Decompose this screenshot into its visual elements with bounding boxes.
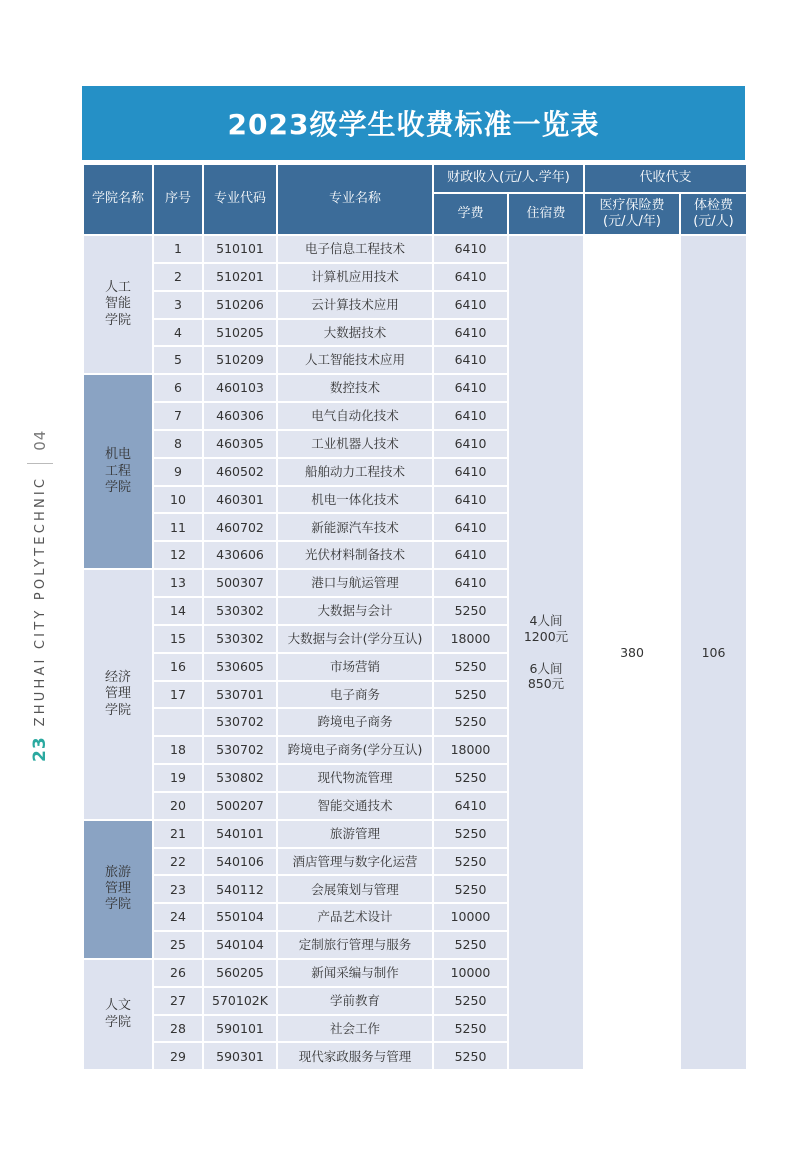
header-collect: 代收代支	[584, 164, 747, 193]
tuition-fee: 6410	[433, 291, 508, 319]
major-code: 540106	[203, 848, 277, 876]
row-index	[153, 708, 203, 736]
major-code: 460301	[203, 486, 277, 514]
tuition-fee: 5250	[433, 820, 508, 848]
tuition-fee: 6410	[433, 319, 508, 347]
row-index: 26	[153, 959, 203, 987]
major-name: 大数据技术	[277, 319, 433, 347]
major-name: 云计算技术应用	[277, 291, 433, 319]
row-index: 16	[153, 653, 203, 681]
accommodation-fee	[508, 235, 584, 1070]
major-name: 计算机应用技术	[277, 263, 433, 291]
college-name: 旅游 管理 学院	[83, 820, 153, 959]
major-code: 540112	[203, 875, 277, 903]
row-index: 25	[153, 931, 203, 959]
tuition-fee: 5250	[433, 931, 508, 959]
major-name: 酒店管理与数字化运营	[277, 848, 433, 876]
table-body	[83, 235, 747, 1070]
header-checkup: 体检费 (元/人)	[680, 193, 747, 235]
header-college: 学院名称	[83, 164, 153, 235]
major-name: 新能源汽车技术	[277, 513, 433, 541]
major-code: 460502	[203, 458, 277, 486]
major-name: 会展策划与管理	[277, 875, 433, 903]
row-index: 19	[153, 764, 203, 792]
major-code: 460103	[203, 374, 277, 402]
college-name: 人工 智能 学院	[83, 235, 153, 374]
tuition-fee: 18000	[433, 625, 508, 653]
page-number: 23	[30, 736, 50, 762]
major-name: 数控技术	[277, 374, 433, 402]
major-name: 新闻采编与制作	[277, 959, 433, 987]
major-code: 530302	[203, 597, 277, 625]
tuition-fee: 6410	[433, 458, 508, 486]
tuition-fee: 6410	[433, 792, 508, 820]
accommodation-line: 6人间	[529, 660, 563, 676]
tuition-fee: 5250	[433, 848, 508, 876]
row-index: 10	[153, 486, 203, 514]
tuition-fee: 5250	[433, 875, 508, 903]
tuition-fee: 6410	[433, 346, 508, 374]
row-index: 7	[153, 402, 203, 430]
accommodation-line: 850元	[527, 676, 565, 692]
row-index: 1	[153, 235, 203, 263]
section-number: 04	[31, 429, 49, 451]
row-index: 23	[153, 875, 203, 903]
row-index: 28	[153, 1015, 203, 1043]
major-name: 工业机器人技术	[277, 430, 433, 458]
header-code: 专业代码	[203, 164, 277, 235]
header-finance: 财政收入(元/人.学年)	[433, 164, 584, 193]
major-code: 500207	[203, 792, 277, 820]
major-name: 产品艺术设计	[277, 903, 433, 931]
major-name: 跨境电子商务	[277, 708, 433, 736]
major-code: 510205	[203, 319, 277, 347]
tuition-fee: 5250	[433, 681, 508, 709]
tuition-fee: 6410	[433, 541, 508, 569]
row-index: 4	[153, 319, 203, 347]
major-name: 光伏材料制备技术	[277, 541, 433, 569]
insurance-fee: 380	[584, 235, 680, 1070]
fee-table	[82, 163, 748, 1071]
major-name: 电子商务	[277, 681, 433, 709]
major-code: 530701	[203, 681, 277, 709]
tuition-fee: 5250	[433, 1042, 508, 1070]
major-code: 590301	[203, 1042, 277, 1070]
accommodation-line: 4人间	[529, 613, 563, 629]
major-code: 540101	[203, 820, 277, 848]
major-name: 机电一体化技术	[277, 486, 433, 514]
checkup-fee: 106	[680, 235, 747, 1070]
tuition-fee: 5250	[433, 987, 508, 1015]
header-index: 序号	[153, 164, 203, 235]
tuition-fee: 10000	[433, 903, 508, 931]
header-insurance: 医疗保险费 (元/人/年)	[584, 193, 680, 235]
major-code: 570102K	[203, 987, 277, 1015]
tuition-fee: 6410	[433, 374, 508, 402]
row-index: 14	[153, 597, 203, 625]
tuition-fee: 6410	[433, 486, 508, 514]
major-code: 530702	[203, 736, 277, 764]
school-name: ZHUHAI CITY POLYTECHNIC	[32, 475, 48, 727]
row-index: 15	[153, 625, 203, 653]
header-accommodation: 住宿费	[508, 193, 584, 235]
major-code: 530802	[203, 764, 277, 792]
major-code: 460305	[203, 430, 277, 458]
major-code: 560205	[203, 959, 277, 987]
tuition-fee: 6410	[433, 569, 508, 597]
table-row	[83, 235, 747, 263]
row-index: 20	[153, 792, 203, 820]
college-name: 机电 工程 学院	[83, 374, 153, 569]
major-code: 530702	[203, 708, 277, 736]
major-code: 510101	[203, 235, 277, 263]
tuition-fee: 6410	[433, 263, 508, 291]
side-label	[12, 410, 50, 770]
tuition-fee: 5250	[433, 708, 508, 736]
tuition-fee: 5250	[433, 764, 508, 792]
row-index: 6	[153, 374, 203, 402]
tuition-fee: 6410	[433, 430, 508, 458]
row-index: 13	[153, 569, 203, 597]
major-code: 510209	[203, 346, 277, 374]
major-name: 学前教育	[277, 987, 433, 1015]
major-name: 市场营销	[277, 653, 433, 681]
major-name: 现代家政服务与管理	[277, 1042, 433, 1070]
major-name: 现代物流管理	[277, 764, 433, 792]
tuition-fee: 6410	[433, 513, 508, 541]
table-header	[83, 164, 747, 235]
tuition-fee: 10000	[433, 959, 508, 987]
row-index: 21	[153, 820, 203, 848]
row-index: 29	[153, 1042, 203, 1070]
row-index: 11	[153, 513, 203, 541]
divider	[27, 463, 53, 464]
major-name: 智能交通技术	[277, 792, 433, 820]
header-major: 专业名称	[277, 164, 433, 235]
row-index: 22	[153, 848, 203, 876]
tuition-fee: 6410	[433, 402, 508, 430]
tuition-fee: 5250	[433, 597, 508, 625]
major-code: 500307	[203, 569, 277, 597]
row-index: 8	[153, 430, 203, 458]
row-index: 3	[153, 291, 203, 319]
major-name: 电气自动化技术	[277, 402, 433, 430]
major-code: 590101	[203, 1015, 277, 1043]
tuition-fee: 5250	[433, 1015, 508, 1043]
row-index: 9	[153, 458, 203, 486]
major-name: 定制旅行管理与服务	[277, 931, 433, 959]
page-title: 2023级学生收费标准一览表	[82, 86, 745, 160]
tuition-fee: 6410	[433, 235, 508, 263]
row-index: 2	[153, 263, 203, 291]
major-name: 船舶动力工程技术	[277, 458, 433, 486]
major-code: 460702	[203, 513, 277, 541]
major-code: 550104	[203, 903, 277, 931]
major-name: 港口与航运管理	[277, 569, 433, 597]
major-code: 430606	[203, 541, 277, 569]
college-name: 人文 学院	[83, 959, 153, 1070]
major-name: 社会工作	[277, 1015, 433, 1043]
major-name: 大数据与会计	[277, 597, 433, 625]
major-name: 旅游管理	[277, 820, 433, 848]
row-index: 27	[153, 987, 203, 1015]
major-name: 电子信息工程技术	[277, 235, 433, 263]
major-name: 人工智能技术应用	[277, 346, 433, 374]
header-tuition: 学费	[433, 193, 508, 235]
accommodation-line: 1200元	[523, 629, 569, 645]
row-index: 17	[153, 681, 203, 709]
major-code: 530302	[203, 625, 277, 653]
tuition-fee: 5250	[433, 653, 508, 681]
major-code: 510201	[203, 263, 277, 291]
row-index: 5	[153, 346, 203, 374]
major-code: 510206	[203, 291, 277, 319]
major-code: 530605	[203, 653, 277, 681]
row-index: 24	[153, 903, 203, 931]
major-code: 460306	[203, 402, 277, 430]
tuition-fee: 18000	[433, 736, 508, 764]
major-name: 跨境电子商务(学分互认)	[277, 736, 433, 764]
major-code: 540104	[203, 931, 277, 959]
college-name: 经济 管理 学院	[83, 569, 153, 820]
row-index: 18	[153, 736, 203, 764]
row-index: 12	[153, 541, 203, 569]
major-name: 大数据与会计(学分互认)	[277, 625, 433, 653]
